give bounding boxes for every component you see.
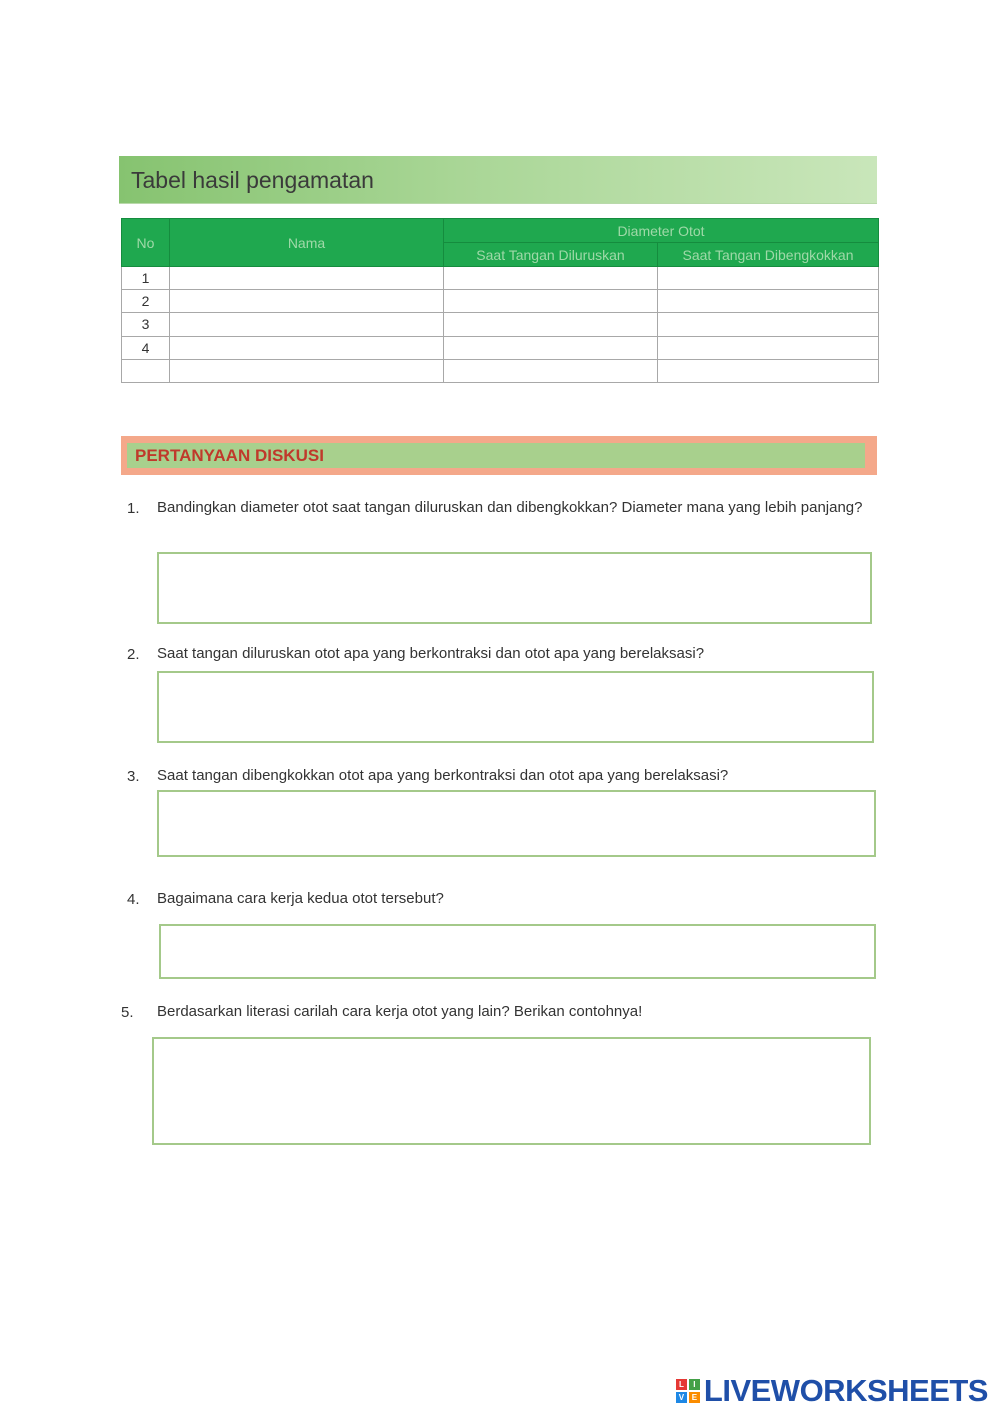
question-number: 4. (127, 891, 140, 908)
answer-box-1[interactable] (157, 552, 872, 624)
question-text: Saat tangan dibengkokkan otot apa yang berkontraksi dan otot apa yang berelaksasi? (157, 767, 729, 784)
discussion-title-inner (127, 443, 865, 468)
question-number: 1. (127, 500, 140, 517)
logo-tile: L (676, 1379, 687, 1390)
discussion-title: PERTANYAAN DISKUSI (135, 446, 324, 465)
diluruskan-cell[interactable] (444, 290, 658, 313)
header-diameter-otot: Diameter Otot (444, 219, 879, 243)
discussion-title-bar (121, 436, 877, 475)
diluruskan-cell[interactable] (444, 336, 658, 359)
diluruskan-cell[interactable] (444, 313, 658, 336)
logo-tile: I (689, 1379, 700, 1390)
nama-cell[interactable] (170, 359, 444, 382)
liveworksheets-footer (676, 1375, 988, 1407)
nama-cell[interactable] (170, 336, 444, 359)
observation-table (121, 218, 879, 383)
row-number: 4 (122, 336, 170, 359)
dibengkokkan-cell[interactable] (658, 313, 879, 336)
dibengkokkan-cell[interactable] (658, 267, 879, 290)
question-number: 3. (127, 768, 140, 785)
nama-cell[interactable] (170, 267, 444, 290)
observation-table-title: Tabel hasil pengamatan (131, 167, 374, 193)
header-no: No (122, 219, 170, 267)
row-number: 1 (122, 267, 170, 290)
row-number (122, 359, 170, 382)
question-text: Bandingkan diameter otot saat tangan diluruskan dan dibengkokkan? Diameter mana yang lebih panjang? (157, 499, 863, 516)
dibengkokkan-cell[interactable] (658, 290, 879, 313)
diluruskan-cell[interactable] (444, 359, 658, 382)
question-number: 5. (121, 1004, 134, 1021)
header-saat-diluruskan: Saat Tangan Diluruskan (444, 243, 658, 267)
question-number: 2. (127, 646, 140, 663)
nama-cell[interactable] (170, 313, 444, 336)
liveworksheets-logo-icon (676, 1379, 700, 1403)
header-saat-dibengkokkan: Saat Tangan Dibengkokkan (658, 243, 879, 267)
question-text: Bagaimana cara kerja kedua otot tersebut? (157, 890, 444, 907)
observation-table-title-bar (119, 156, 877, 204)
answer-box-4[interactable] (159, 924, 876, 979)
diluruskan-cell[interactable] (444, 267, 658, 290)
dibengkokkan-cell[interactable] (658, 336, 879, 359)
table-row (122, 267, 879, 290)
row-number: 3 (122, 313, 170, 336)
dibengkokkan-cell[interactable] (658, 359, 879, 382)
question-text: Saat tangan diluruskan otot apa yang berkontraksi dan otot apa yang berelaksasi? (157, 645, 705, 662)
liveworksheets-brand: LIVEWORKSHEETS (703, 1373, 988, 1408)
table-row (122, 336, 879, 359)
table-row (122, 313, 879, 336)
logo-tile: V (676, 1392, 687, 1403)
row-number: 2 (122, 290, 170, 313)
header-nama: Nama (170, 219, 444, 267)
answer-box-2[interactable] (157, 671, 874, 743)
nama-cell[interactable] (170, 290, 444, 313)
table-row (122, 290, 879, 313)
table-row (122, 359, 879, 382)
answer-box-3[interactable] (157, 790, 876, 857)
answer-box-5[interactable] (152, 1037, 871, 1145)
question-text: Berdasarkan literasi carilah cara kerja otot yang lain? Berikan contohnya! (157, 1003, 643, 1020)
logo-tile: E (689, 1392, 700, 1403)
